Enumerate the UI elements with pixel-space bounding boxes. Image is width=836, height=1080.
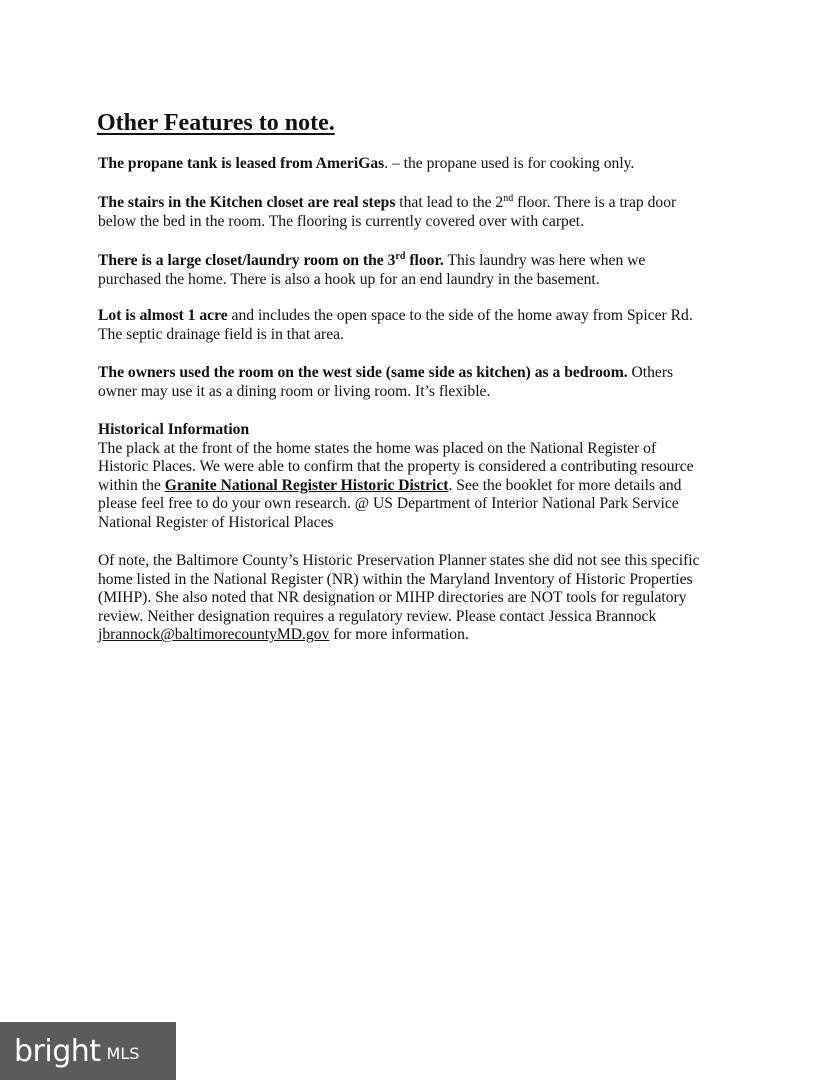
owners-paragraph: The owners used the room on the west side (same side as kitchen) as a bedroom. Others owner may use it as a dining room or living room. It’s flexible. [98,364,748,401]
propane-paragraph [98,155,748,174]
laundry-bold: There is a large closet/laundry room on the 3rd floor. [98,250,444,269]
laundry-paragraph: There is a large closet/laundry room on the 3rd floor. This laundry was here when we purchased the home. There is also a hook up for an end laundry in the basement. [98,252,748,289]
page-title: Other Features to note. [97,110,335,136]
stairs-bold: The stairs in the Kitchen closet are real steps [98,194,396,211]
stairs-paragraph: The stairs in the Kitchen closet are real steps that lead to the 2nd floor. There is a trap door below the bed in the room. The flooring is currently covered over with carpet. [98,194,748,231]
owners-line-2: owner may use it as a dining room or living room. It’s flexible. [98,382,491,400]
contact-email-link[interactable]: jbrannock@baltimorecountyMD.gov [98,626,330,644]
propane-bold: The propane tank is leased from AmeriGas [98,155,385,172]
lot-paragraph: Lot is almost 1 acre and includes the open space to the side of the home away from Spicer Rd. The septic drainage field is in that area. [98,307,748,344]
watermark-brand: bright [14,1033,101,1069]
lot-bold: Lot is almost 1 acre [98,307,228,324]
stairs-line-2: below the bed in the room. The flooring is currently covered over with carpet. [98,212,584,230]
laundry-line-2: purchased the home. There is also a hook up for an end laundry in the basement. [98,270,600,288]
historical-section: Historical Information The plack at the front of the home states the home was placed on the National Register of Historic Places. We were able to confirm that the property is considered a contributing resource within the Granite National Register Historic District. See the booklet for more details and please feel free to do your own research. @ US Department of Interior National Park Service National Register of Historical Places [98,421,748,533]
note-paragraph: Of note, the Baltimore County’s Historic Preservation Planner states she did not see this specific home listed in the National Register (NR) within the Maryland Inventory of Historic Properties (MIHP). She also noted that NR designation or MIHP directories are NOT tools for regulatory review. Neither designation requires a regulatory review. Please contact Jessica Brannock jbrannock@baltimorecountyMD.gov for more information. [98,552,700,644]
historical-heading: Historical Information [98,421,250,438]
owners-bold: The owners used the room on the west side (same side as kitchen) as a bedroom. [98,364,628,381]
propane-text: . – the propane used is for cooking only. [384,155,635,172]
lot-line-2: The septic drainage field is in that area. [98,325,344,343]
granite-district-link[interactable]: Granite National Register Historic District [164,476,449,494]
bright-mls-watermark [0,1022,176,1080]
watermark-suffix: MLS [106,1043,140,1063]
